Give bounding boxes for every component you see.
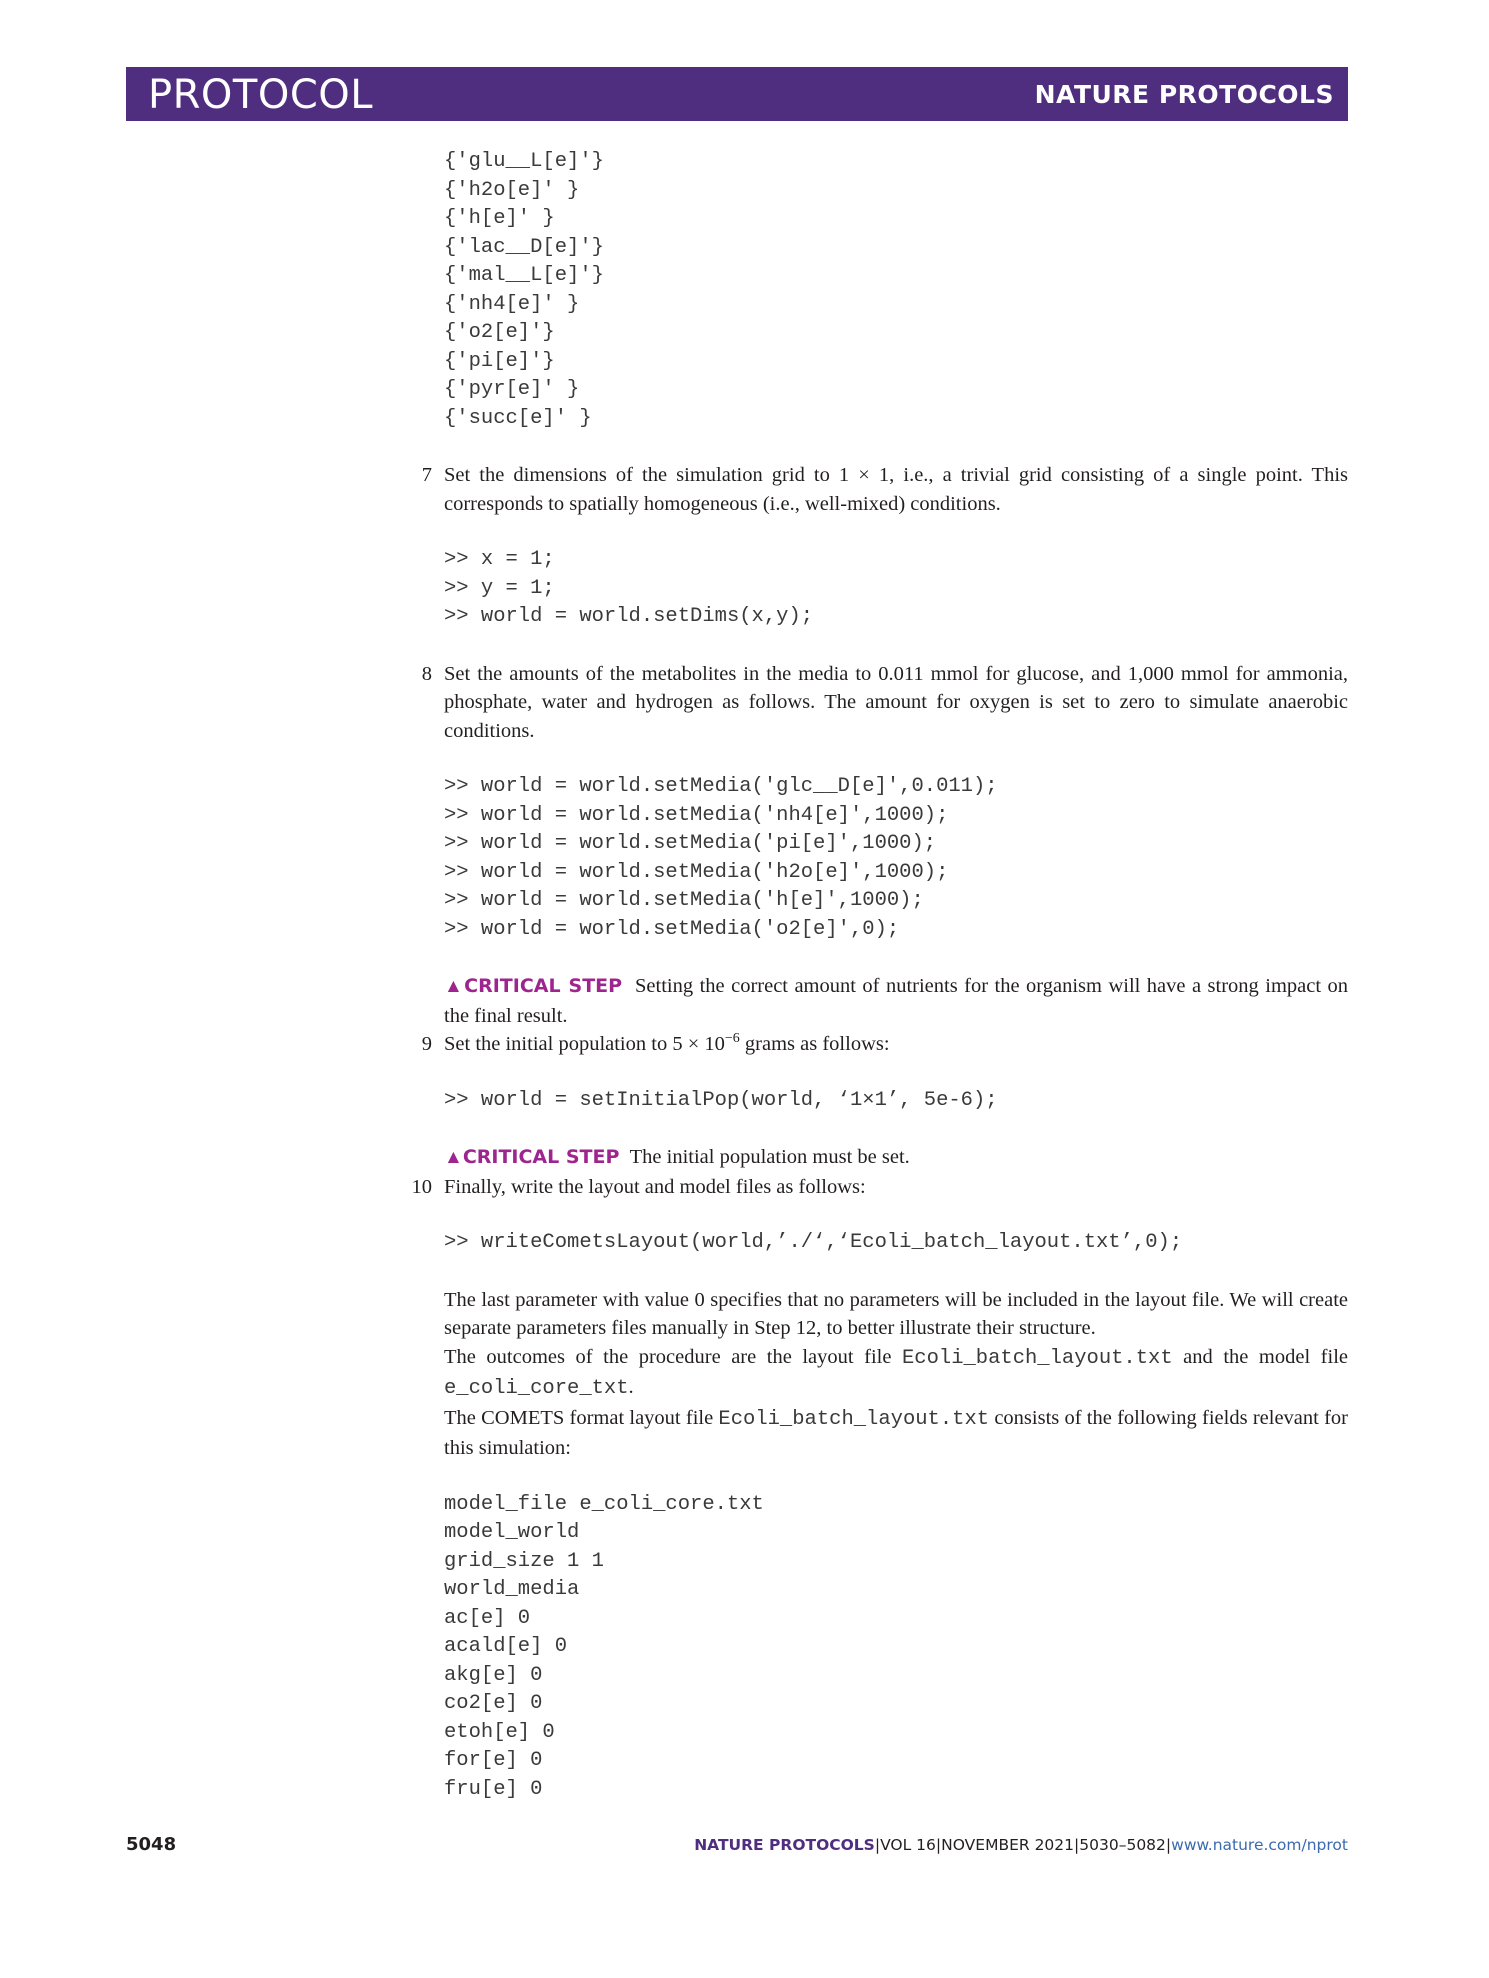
step-text: Set the initial population to 5 × 10 (444, 1033, 725, 1055)
code-set-media: >> world = world.setMedia('glc__D[e]',0.011); >> world = world.setMedia('nh4[e]',1000); >> world = world.setMedia('pi[e]',1000); >> world = world.setMedia('h2o[e]',1000); >> world = world.setMedia('h[e]',1000); >> world = world.setMedia('o2[e]',0); (444, 775, 998, 941)
page-number: 5048 (126, 1834, 177, 1855)
step-7 (421, 461, 1348, 518)
code-set-dims: >> x = 1; >> y = 1; >> world = world.setDims(x,y); (444, 548, 814, 628)
critical-step-text: The initial population must be set. (629, 1146, 910, 1168)
code-initial-pop: >> world = setInitialPop(world, ‘1×1’, 5e-6); (444, 1088, 998, 1112)
critical-step-text: Setting the correct amount of nutrients for the organism will have a strong impact on the final result. (444, 975, 1348, 1027)
critical-triangle-icon: ▲ (444, 976, 465, 997)
step-text-end: grams as follows: (739, 1033, 890, 1055)
step-number: 7 (421, 464, 432, 486)
footer-citation: NATURE PROTOCOLS|VOL 16|NOVEMBER 2021|5030–5082|www.nature.com/nprot (694, 1836, 1348, 1854)
step-number: 8 (421, 662, 432, 685)
step-number: 10 (411, 1175, 432, 1198)
step-text: Set the amounts of the metabolites in the media to 0.011 mmol for glucose, and 1,000 mmol for ammonia, phosphate, water and hydrogen as follows. The amount for oxygen is set to zero to simulate anaerobic conditions. (444, 662, 1348, 742)
step-9 (421, 1030, 1348, 1059)
critical-step-note (444, 1143, 1348, 1173)
paragraph-parameters: The last parameter with value 0 specifies that no parameters will be included in the layout file. We will create separate parameters files manually in Step 12, to better illustrate their structure. (444, 1288, 1348, 1339)
critical-step-note (444, 972, 1348, 1030)
step-text: Finally, write the layout and model files as follows: (444, 1175, 866, 1198)
code-layout-fields: model_file e_coli_core.txt model_world grid_size 1 1 world_media ac[e] 0 acald[e] 0 akg[e] 0 co2[e] 0 etoh[e] 0 for[e] 0 fru[e] 0 (444, 1492, 764, 1801)
inline-code-layout-file: Ecoli_batch_layout.txt (901, 1346, 1173, 1370)
footer-volume: VOL 16 (880, 1836, 936, 1854)
step-number: 9 (421, 1033, 432, 1055)
paragraph-layout-format: The COMETS format layout file Ecoli_batch_layout.txt consists of the following fields relevant for this simulation: (444, 1406, 1348, 1459)
exponent: −6 (724, 1031, 740, 1047)
footer-journal: NATURE PROTOCOLS (694, 1836, 875, 1854)
paragraph-outcomes: The outcomes of the procedure are the layout file Ecoli_batch_layout.txt and the model file e_coli_core_txt. (444, 1345, 1348, 1400)
code-metabolite-list: {'glu__L[e]'} {'h2o[e]' } {'h[e]' } {'lac__D[e]'} {'mal__L[e]'} {'nh4[e]' } {'o2[e]'} {'pi[e]'} {'pyr[e]' } {'succ[e]' } (444, 150, 604, 430)
article-body (411, 148, 1348, 1804)
inline-code-model-file: e_coli_core_txt (444, 1377, 629, 1400)
critical-step-label: CRITICAL STEP (464, 975, 623, 997)
inline-code-layout-file: Ecoli_batch_layout.txt (718, 1407, 990, 1431)
section-label: PROTOCOL (148, 72, 374, 118)
footer-pages: 5030–5082 (1079, 1836, 1166, 1854)
code-write-layout: >> writeCometsLayout(world,’./‘,‘Ecoli_batch_layout.txt’,0); (444, 1231, 1183, 1254)
critical-step-label: CRITICAL STEP (462, 1146, 620, 1168)
critical-triangle-icon: ▲ (444, 1147, 463, 1168)
step-10 (411, 1173, 1348, 1202)
step-8 (421, 660, 1348, 746)
step-text: Set the dimensions of the simulation grid to 1 × 1, i.e., a trivial grid consisting of a single point. This corresponds to spatially homogeneous (i.e., well-mixed) conditions. (444, 464, 1348, 515)
header-banner (126, 67, 1348, 121)
journal-title: NATURE PROTOCOLS (1034, 80, 1334, 109)
footer-url[interactable]: www.nature.com/nprot (1171, 1836, 1348, 1854)
footer-date: NOVEMBER 2021 (941, 1836, 1075, 1854)
